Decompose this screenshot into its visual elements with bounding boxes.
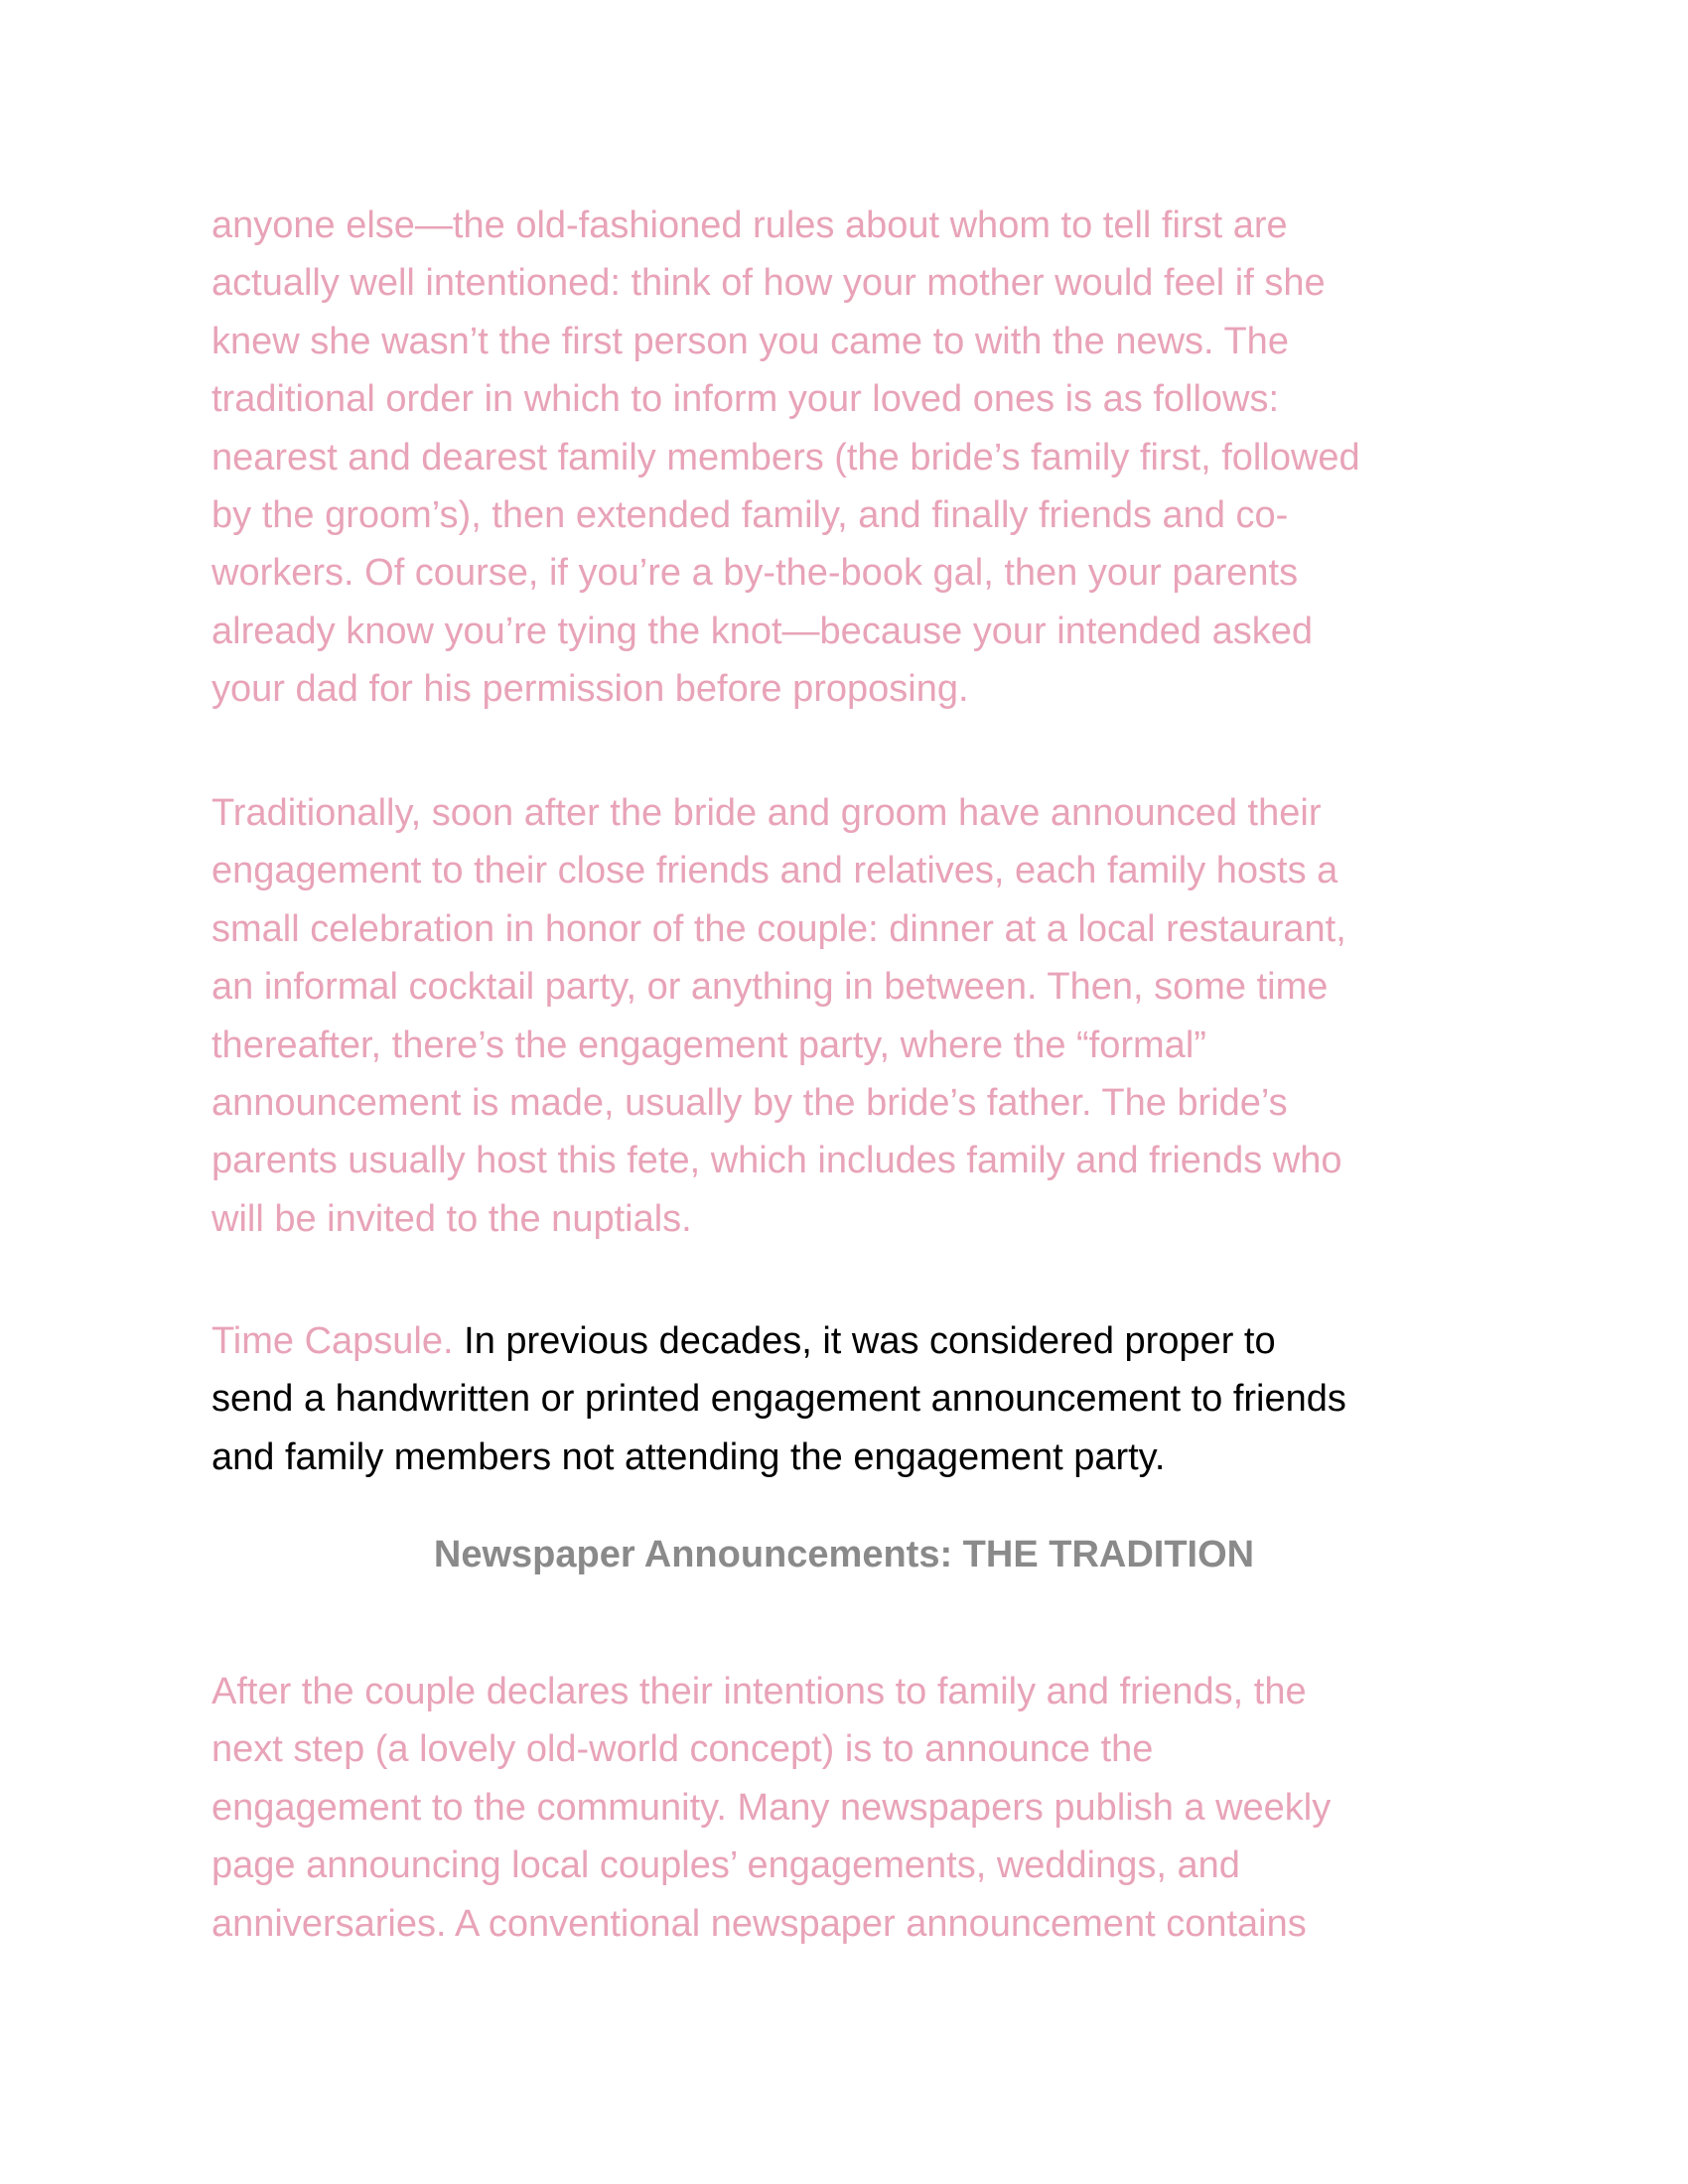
text-line: send a handwritten or printed engagement announcement to friends	[211, 1378, 1346, 1421]
section-heading: Newspaper Announcements: THE TRADITION	[433, 1534, 1255, 1575]
text-line: already know you’re tying the knot—because your intended asked	[211, 610, 1314, 652]
time-capsule-note	[211, 1312, 1492, 1486]
text-line: small celebration in honor of the couple: dinner at a local restaurant,	[211, 907, 1346, 950]
text-line: announcement is made, usually by the bride’s father. The bride’s	[211, 1082, 1288, 1125]
text-line: anyone else—the old-fashioned rules about whom to tell first are	[211, 205, 1288, 246]
text-line: engagement to their close friends and relatives, each family hosts a	[211, 850, 1338, 892]
paragraph-newspaper-announcements	[211, 1663, 1492, 1953]
paragraph-whom-to-tell-first	[211, 197, 1492, 719]
text-line: engagement to the community. Many newspapers publish a weekly	[211, 1786, 1332, 1829]
text-line: Traditionally, soon after the bride and groom have announced their	[211, 792, 1322, 834]
text-line	[211, 1312, 1492, 1370]
text-line: actually well intentioned: think of how your mother would feel if she	[211, 262, 1326, 305]
time-capsule-label: Time Capsule.	[211, 1320, 454, 1362]
text-line: traditional order in which to inform your loved ones is as follows:	[211, 378, 1280, 421]
text-line: thereafter, there’s the engagement party, where the “formal”	[211, 1024, 1206, 1066]
text-line: will be invited to the nuptials.	[211, 1197, 692, 1240]
text-line: anniversaries. A conventional newspaper announcement contains	[211, 1902, 1307, 1945]
text-line: next step (a lovely old-world concept) is to announce the	[211, 1728, 1154, 1771]
text-line: an informal cocktail party, or anything in between. Then, some time	[211, 966, 1329, 1009]
text-line: your dad for his permission before proposing.	[211, 668, 969, 711]
text-line: knew she wasn’t the first person you came to with the news. The	[211, 320, 1289, 362]
text-line: parents usually host this fete, which includes family and friends who	[211, 1140, 1342, 1182]
paragraph-engagement-celebrations	[211, 784, 1492, 1248]
text-line: After the couple declares their intentions to family and friends, the	[211, 1671, 1307, 1712]
text-line: page announcing local couples’ engagements, weddings, and	[211, 1844, 1240, 1887]
time-capsule-text: In previous decades, it was considered proper to	[453, 1320, 1276, 1362]
text-line: workers. Of course, if you’re a by-the-book gal, then your parents	[211, 552, 1299, 595]
text-line: nearest and dearest family members (the bride’s family first, followed	[211, 436, 1360, 478]
text-line: by the groom’s), then extended family, and finally friends and co-	[211, 494, 1289, 537]
text-line: and family members not attending the engagement party.	[211, 1435, 1166, 1478]
